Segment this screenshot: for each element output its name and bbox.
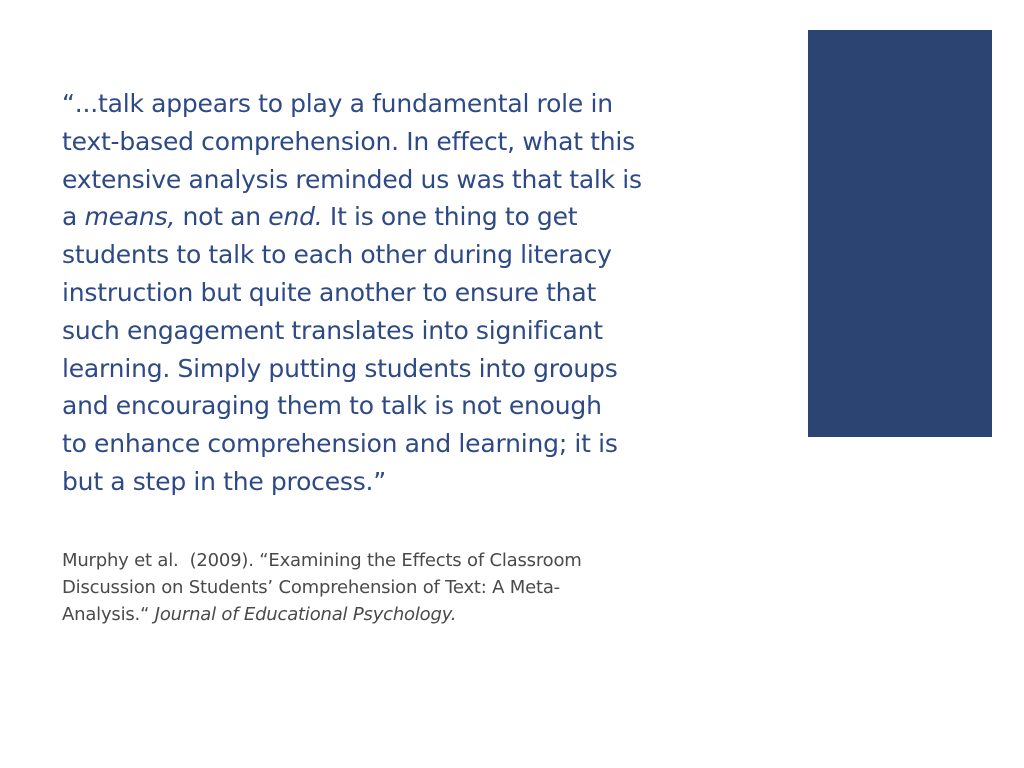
quote-line	[62, 198, 782, 236]
quote-text-fragment: a	[62, 202, 85, 232]
citation-line: Discussion on Students’ Comprehension of Text: A Meta-	[62, 577, 560, 598]
journal-title: Journal of Educational Psychology.	[154, 604, 457, 625]
accent-block	[808, 30, 992, 437]
quote-line: but a step in the process.”	[62, 466, 387, 496]
quote-line: such engagement translates into significant	[62, 315, 603, 345]
citation-text-fragment: Analysis.“	[62, 604, 155, 625]
quote-line: “...talk appears to play a fundamental role in	[62, 89, 613, 118]
quote-line: students to talk to each other during literacy	[62, 240, 612, 270]
quote-line: instruction but quite another to ensure that	[62, 277, 597, 307]
quote-line: text-based comprehension. In effect, what this	[62, 126, 635, 156]
citation-line: Murphy et al. (2009). “Examining the Effects of Classroom	[62, 550, 582, 571]
quote-line: and encouraging them to talk is not enough	[62, 391, 602, 421]
quote-text-fragment: not an	[175, 202, 269, 232]
emphasis-means: means,	[84, 202, 176, 232]
citation-line	[62, 601, 782, 628]
quote-line: to enhance comprehension and learning; it is	[62, 429, 618, 459]
emphasis-end: end.	[268, 202, 323, 232]
quote-line: learning. Simply putting students into groups	[62, 353, 618, 383]
citation	[62, 547, 782, 628]
quote-text	[62, 85, 782, 501]
quote-line: extensive analysis reminded us was that talk is	[62, 164, 642, 194]
quote-text-fragment: It is one thing to get	[322, 202, 578, 232]
